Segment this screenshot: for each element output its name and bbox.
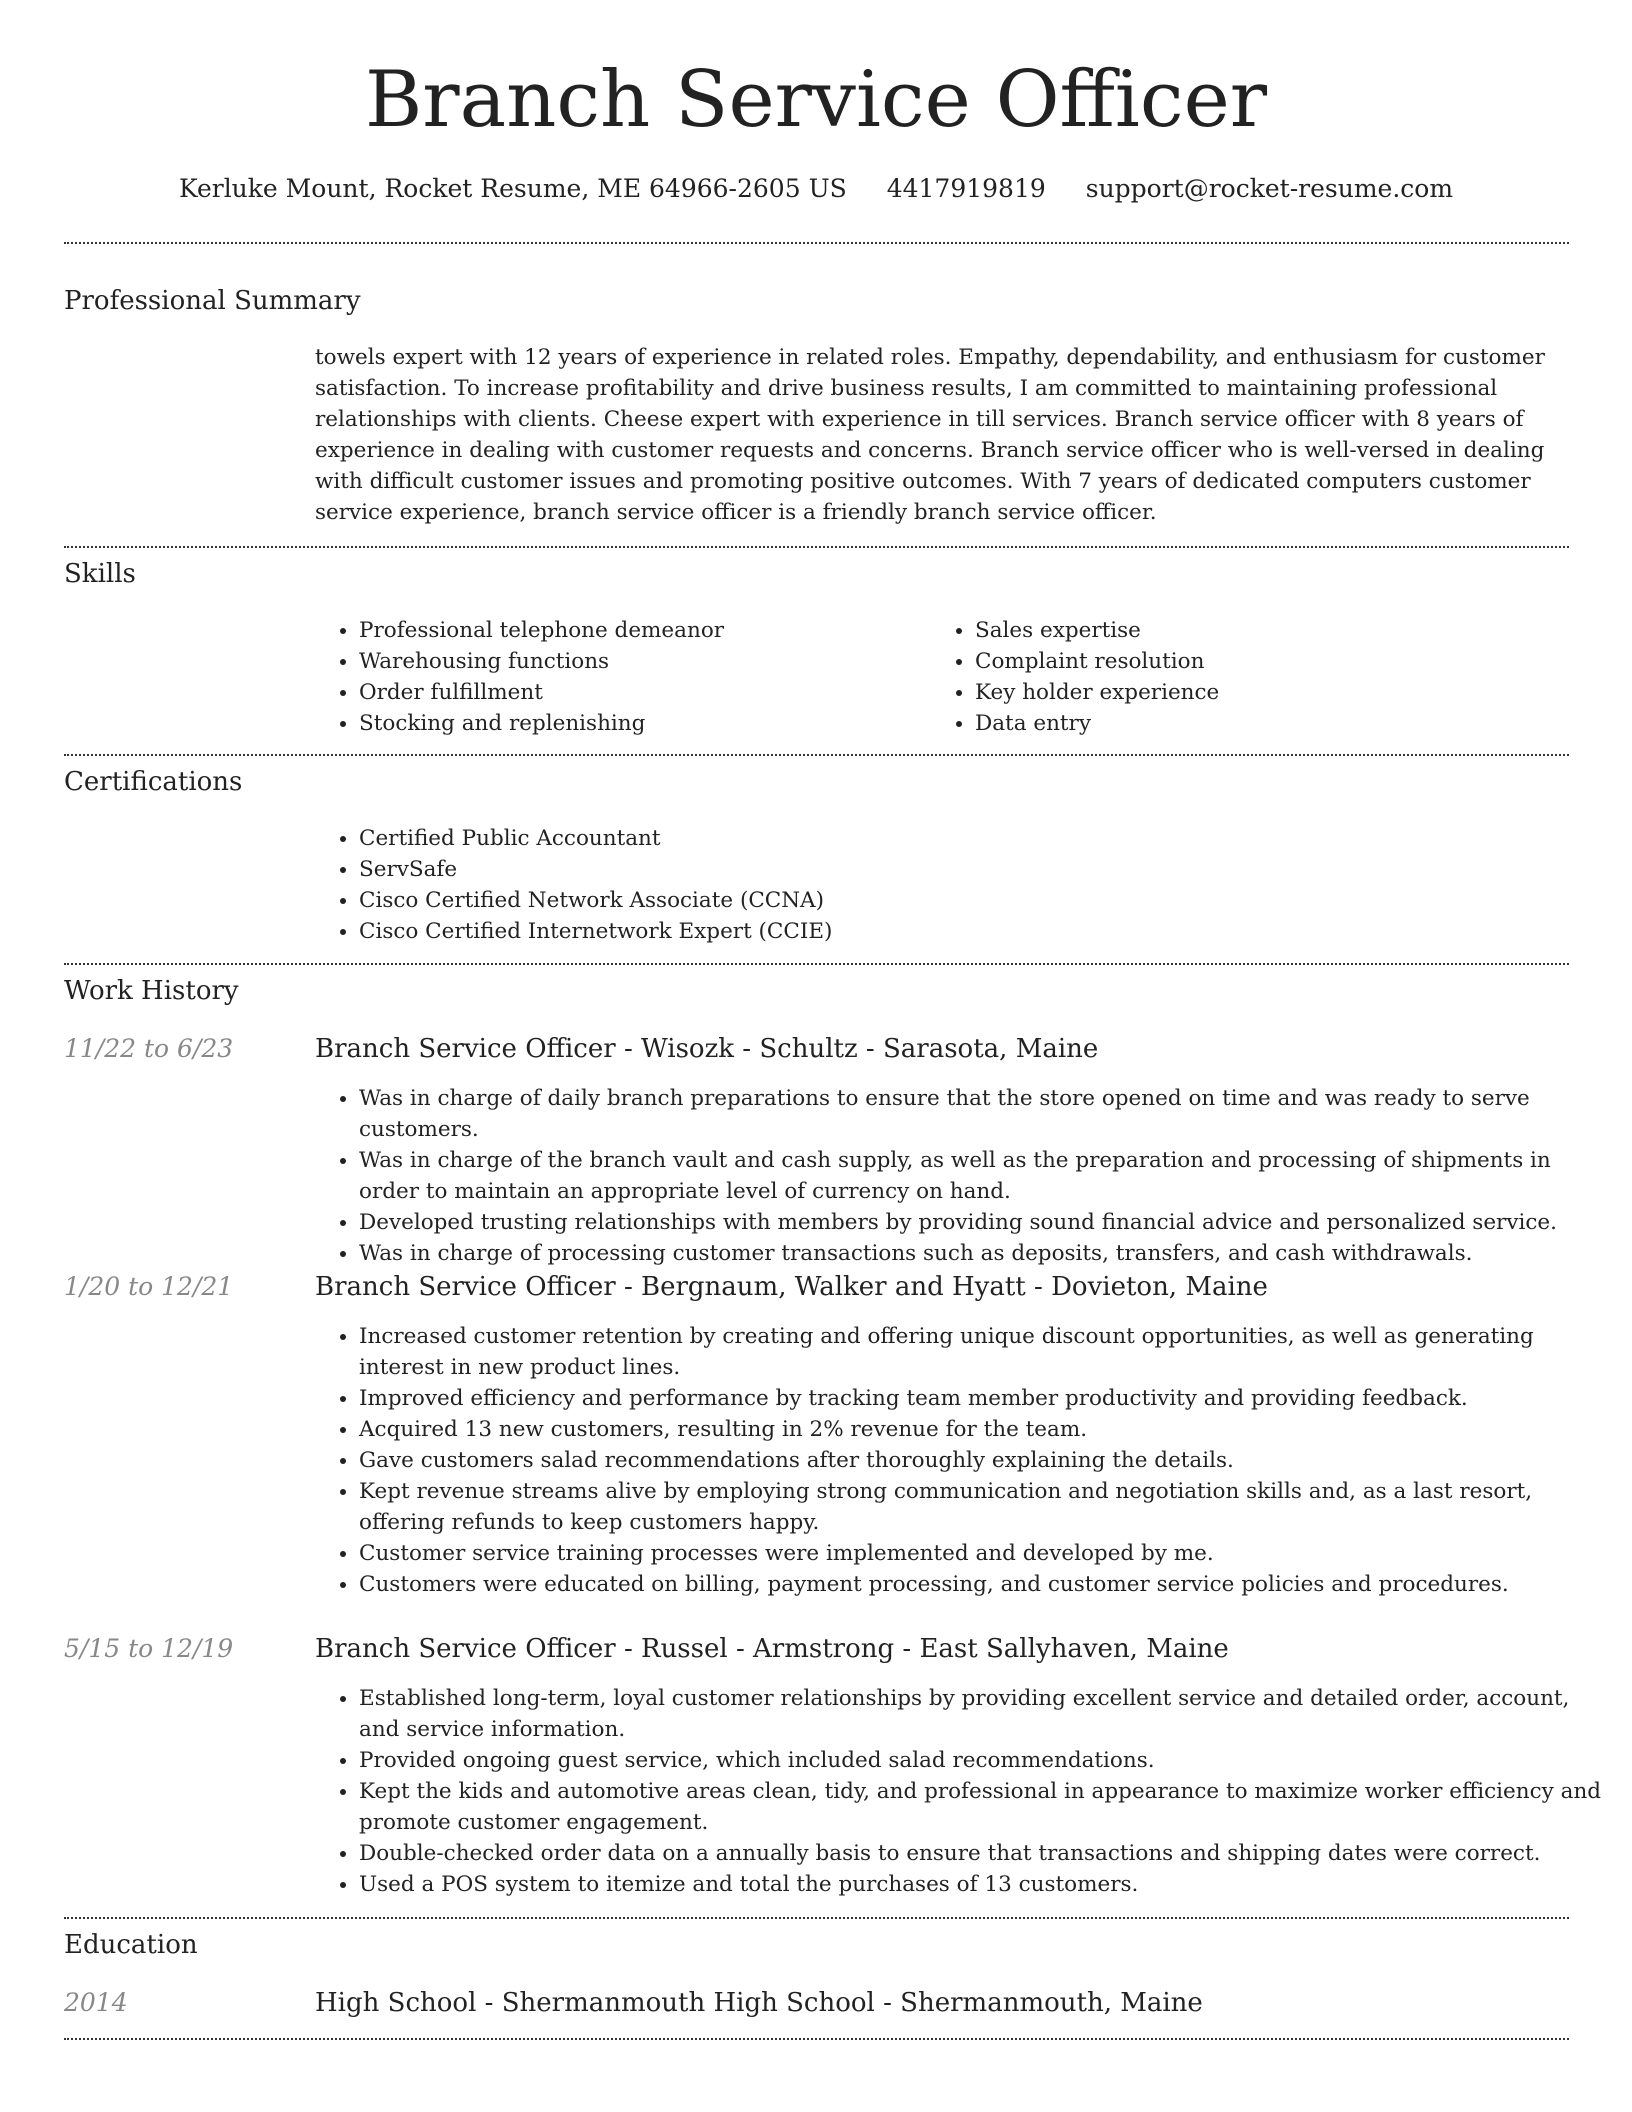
job-title: Branch Service Officer - Russel - Armstrong - East Sallyhaven, Maine: [315, 1634, 1229, 1664]
skills-list-left: [315, 615, 919, 739]
job-bullet: • Double-checked order data on a annually basis to ensure that transactions and shipping dates were correct.: [359, 1838, 1613, 1869]
divider: [64, 963, 1569, 965]
job-bullet: • Increased customer retention by creating and offering unique discount opportunities, as well as generating interest in new product lines.: [359, 1321, 1613, 1383]
section-title-certifications: Certifications: [64, 767, 243, 797]
job-dates: 5/15 to 12/19: [64, 1634, 234, 1663]
certification-item: • Cisco Certified Network Associate (CCNA): [359, 885, 1559, 916]
skill-item: • Professional telephone demeanor: [359, 615, 919, 646]
contact-email: support@rocket-resume.com: [1085, 174, 1454, 203]
skill-item: • Order fulfillment: [359, 677, 919, 708]
skill-item: • Stocking and replenishing: [359, 708, 919, 739]
job-bullet: • Developed trusting relationships with members by providing sound financial advice and personalized service.: [359, 1207, 1613, 1238]
contact-phone: 4417919819: [886, 174, 1046, 203]
divider: [64, 754, 1569, 756]
skill-item: • Key holder experience: [975, 677, 1575, 708]
divider: [64, 242, 1569, 244]
job-bullet: • Acquired 13 new customers, resulting in 2% revenue for the team.: [359, 1414, 1613, 1445]
job-title: Branch Service Officer - Wisozk - Schultz - Sarasota, Maine: [315, 1034, 1099, 1064]
skill-item: • Complaint resolution: [975, 646, 1575, 677]
job-bullet: • Was in charge of daily branch preparations to ensure that the store opened on time and was ready to serve customers.: [359, 1083, 1613, 1145]
education-dates: 2014: [64, 1988, 128, 2017]
certifications-list: [315, 823, 1559, 947]
job-bullets: [315, 1683, 1613, 1900]
section-title-skills: Skills: [64, 559, 136, 589]
job-title: Branch Service Officer - Bergnaum, Walker and Hyatt - Dovieton, Maine: [315, 1272, 1268, 1302]
job-bullet: • Used a POS system to itemize and total the purchases of 13 customers.: [359, 1869, 1613, 1900]
contact-line: [0, 170, 1632, 208]
divider: [64, 2038, 1569, 2040]
job-dates: 1/20 to 12/21: [64, 1272, 234, 1301]
certification-item: • Certified Public Accountant: [359, 823, 1559, 854]
job-bullets: [315, 1321, 1613, 1600]
job-bullet: • Was in charge of the branch vault and cash supply, as well as the preparation and processing of shipments in order to maintain an appropriate level of currency on hand.: [359, 1145, 1613, 1207]
certification-item: • Cisco Certified Internetwork Expert (CCIE): [359, 916, 1559, 947]
job-bullet: • Improved efficiency and performance by tracking team member productivity and providing feedback.: [359, 1383, 1613, 1414]
skill-item: • Data entry: [975, 708, 1575, 739]
summary-text: towels expert with 12 years of experience in related roles. Empathy, dependability, and enthusiasm for customer satisfaction. To increase profitability and drive business results, I am committed to maintaining professional relationships with clients. Cheese expert with experience in till services. Branch service officer with 8 years of experience in dealing with customer requests and concerns. Branch service officer who is well-versed in dealing with difficult customer issues and promoting positive outcomes. With 7 years of dedicated computers customer service experience, branch service officer is a friendly branch service officer.: [315, 345, 1545, 525]
job-bullet: • Kept the kids and automotive areas clean, tidy, and professional in appearance to maximize worker efficiency and promote customer engagement.: [359, 1776, 1613, 1838]
section-title-education: Education: [64, 1930, 198, 1960]
contact-address: Kerluke Mount, Rocket Resume, ME 64966-2605 US: [178, 174, 847, 203]
section-title-summary: Professional Summary: [64, 286, 361, 316]
education-title: High School - Shermanmouth High School - Shermanmouth, Maine: [315, 1988, 1203, 2018]
job-bullet: • Established long-term, loyal customer relationships by providing excellent service and detailed order, account, and service information.: [359, 1683, 1613, 1745]
job-bullet: • Gave customers salad recommendations after thoroughly explaining the details.: [359, 1445, 1613, 1476]
job-bullets: [315, 1083, 1613, 1269]
job-bullet: • Kept revenue streams alive by employing strong communication and negotiation skills and, as a last resort, offering refunds to keep customers happy.: [359, 1476, 1613, 1538]
divider: [64, 546, 1569, 548]
skill-item: • Sales expertise: [975, 615, 1575, 646]
certification-item: • ServSafe: [359, 854, 1559, 885]
job-bullet: • Provided ongoing guest service, which included salad recommendations.: [359, 1745, 1613, 1776]
section-title-work-history: Work History: [64, 976, 239, 1006]
resume-title: Branch Service Officer: [364, 55, 1268, 145]
skill-item: • Warehousing functions: [359, 646, 919, 677]
job-bullet: • Customer service training processes were implemented and developed by me.: [359, 1538, 1613, 1569]
job-dates: 11/22 to 6/23: [64, 1034, 234, 1063]
job-bullet: • Customers were educated on billing, payment processing, and customer service policies and procedures.: [359, 1569, 1613, 1600]
skills-list-right: [931, 615, 1575, 739]
divider: [64, 1917, 1569, 1919]
job-bullet: • Was in charge of processing customer transactions such as deposits, transfers, and cash withdrawals.: [359, 1238, 1613, 1269]
